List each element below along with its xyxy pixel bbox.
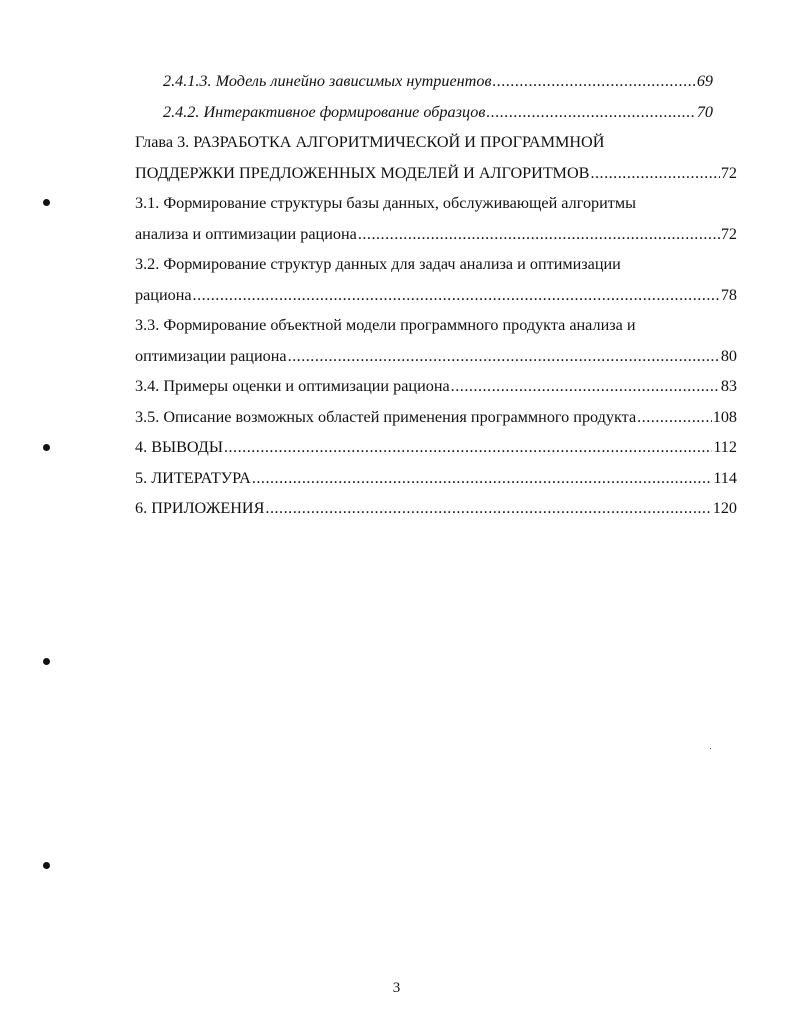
toc-entry-page: 70 (696, 102, 713, 121)
toc-entry-title: 2.4.1.3. Модель линейно зависимых нутриентов (163, 72, 492, 90)
dot-leader (252, 463, 713, 494)
dot-leader (492, 66, 695, 97)
toc-entry-3-1-cont (135, 219, 737, 250)
toc-entry-appendices (135, 493, 737, 524)
toc-entry-page: 69 (696, 72, 713, 90)
toc-entry-chapter-3 (135, 127, 737, 158)
binder-hole-mark (43, 658, 50, 665)
toc-entry-page: 112 (713, 438, 737, 456)
toc-entry-title: 2.4.2. Интерактивное формирование образцов (163, 102, 486, 121)
toc-entry-3-5 (135, 402, 737, 433)
toc-entry-page: 83 (720, 377, 737, 395)
toc-entry-3-1 (135, 188, 737, 219)
binder-hole-mark (43, 862, 50, 869)
toc-entry-title: 5. ЛИТЕРАТУРА (135, 468, 251, 487)
dot-leader (358, 219, 720, 250)
toc-entry-title: оптимизации рациона (135, 346, 287, 365)
dot-leader (451, 371, 720, 402)
toc-entry-3-3 (135, 310, 737, 341)
dot-leader (288, 341, 720, 372)
toc-entry-chapter-3-cont (135, 158, 737, 189)
page-number: 3 (392, 980, 401, 996)
dot-leader (265, 493, 711, 524)
dot-leader (224, 432, 712, 463)
toc-entry-2-4-2 (135, 97, 737, 128)
toc-entry-3-2 (135, 249, 737, 280)
toc-entry-page: 120 (712, 499, 737, 517)
toc-entry-title: ПОДДЕРЖКИ ПРЕДЛОЖЕННЫХ МОДЕЛЕЙ И АЛГОРИТМОВ (135, 163, 590, 182)
toc-entry-title: Глава 3. РАЗРАБОТКА АЛГОРИТМИЧЕСКОЙ И ПРОГРАММНОЙ (135, 133, 605, 151)
toc-entry-page: 72 (720, 224, 737, 243)
toc-entry-title: 3.1. Формирование структуры базы данных, обслуживающей алгоритмы (135, 194, 636, 212)
dot-leader (637, 402, 712, 433)
toc-entry-title: рациона (135, 285, 192, 304)
toc-entry-title: 3.3. Формирование объектной модели программного продукта анализа и (135, 316, 636, 334)
toc-entry-literature (135, 463, 737, 494)
toc-entry-title: анализа и оптимизации рациона (135, 224, 357, 243)
toc-entry-conclusions (135, 432, 737, 463)
toc-entry-2-4-1-3 (135, 66, 737, 97)
toc-entry-title: 3.5. Описание возможных областей применения программного продукта (135, 407, 637, 426)
toc-entry-title: 3.4. Примеры оценки и оптимизации рациона (135, 377, 450, 395)
toc-entry-title: 6. ПРИЛОЖЕНИЯ (135, 499, 265, 517)
binder-hole-mark (43, 199, 50, 206)
toc-entry-title: 3.2. Формирование структур данных для задач анализа и оптимизации (135, 255, 621, 273)
toc-entry-page: 114 (713, 468, 737, 487)
toc-entry-page: 108 (712, 407, 737, 426)
table-of-contents (135, 66, 737, 524)
toc-entry-page: 80 (720, 346, 737, 365)
toc-entry-3-4 (135, 371, 737, 402)
toc-entry-3-2-cont (135, 280, 737, 311)
dot-leader (590, 158, 719, 189)
toc-entry-title: 4. ВЫВОДЫ (135, 438, 223, 456)
dot-leader (193, 280, 720, 311)
toc-entry-page: 72 (720, 163, 737, 182)
toc-entry-page: 78 (720, 285, 737, 304)
binder-hole-mark (43, 444, 50, 451)
scan-speck (710, 748, 711, 749)
toc-entry-3-3-cont (135, 341, 737, 372)
dot-leader (486, 97, 695, 128)
